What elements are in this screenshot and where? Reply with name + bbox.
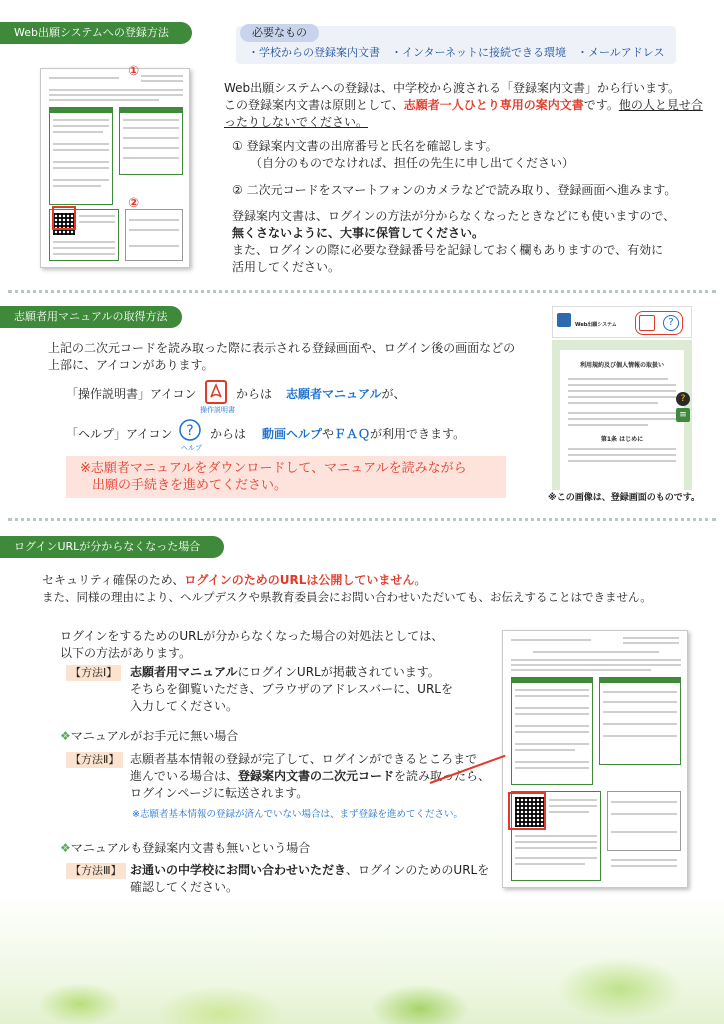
security-note (42, 572, 712, 606)
case-3-heading (60, 840, 310, 857)
callout-2: ② (128, 196, 140, 211)
section-tab-label: Web出願システムへの登録方法 (14, 26, 169, 39)
storage-note-line3: また、ログインの際に必要な登録番号を記録しておく欄もありますので、有効に (232, 243, 664, 257)
required-items-list: ・学校からの登録案内文書 ・インターネットに接続できる環境 ・メールアドレス (248, 46, 665, 59)
method-2-line3: ログインページに転送されます。 (130, 786, 309, 800)
method-2-note: ※志願者基本情報の登録が済んでいない場合は、まず登録を進めてください。 (132, 809, 463, 820)
document-storage-note (232, 208, 702, 276)
pdf-icon-caption: 操作説明書 (200, 406, 235, 414)
step-1 (232, 138, 692, 172)
registration-intro-underline: 他の人と見せ合ったりしないでください。 (224, 98, 703, 129)
method-2-label: 【方法Ⅱ】 (66, 752, 123, 768)
required-items-title: 必要なもの (240, 24, 319, 42)
security-note-b: 。 (414, 573, 427, 587)
manual-intro (48, 340, 538, 374)
step-1-line1: ① 登録案内文書の出席番号と氏名を確認します。 (232, 139, 498, 153)
method-2-line2a: 進んでいる場合は、 (130, 769, 239, 783)
registration-intro-line2a: この登録案内文書は原則として、 (224, 98, 404, 112)
section-divider-1 (8, 290, 716, 293)
registration-document-image (40, 68, 190, 268)
help-row-result (262, 426, 465, 443)
registration-intro (224, 80, 704, 131)
registration-intro-line1: Web出願システムへの登録は、中学校から渡される「登録案内文書」から行います。 (224, 81, 681, 95)
section-tab-manual (0, 306, 182, 328)
applicant-manual-text: 志願者マニュアル (286, 387, 382, 401)
manual-download-note (66, 456, 506, 498)
method-2-text (130, 751, 510, 802)
leaves-footer-decoration (0, 894, 724, 1024)
step-2: ② 二次元コードをスマートフォンのカメラなどで読み取り、登録画面へ進みます。 (232, 183, 677, 197)
video-help-text: 動画ヘルプ (262, 427, 323, 441)
case-2-heading (60, 728, 238, 745)
methods-intro-line2: 以下の方法があります。 (60, 646, 192, 660)
diamond-bullet-icon: ❖ (60, 841, 71, 855)
section-tab-label: 志願者用マニュアルの取得方法 (14, 310, 168, 323)
registration-screen-body (552, 340, 692, 490)
note-line2: 出願の手続きを進めてください。 (92, 478, 288, 493)
pdf-icon (204, 380, 228, 404)
method-1-bold: 志願者用マニュアル (130, 665, 238, 679)
storage-note-bold: 無くさないように、大事に保管してください。 (232, 226, 485, 240)
manual-row1-result (286, 386, 406, 403)
case-3-text: マニュアルも登録案内文書も無いという場合 (70, 841, 311, 855)
screen-caption: ※この画像は、登録画面のものです。 (548, 493, 701, 503)
security-note-a: セキュリティ確保のため、 (42, 573, 185, 587)
registration-screen-header (552, 306, 692, 338)
registration-intro-line2c: です。 (583, 98, 619, 112)
required-items-box (236, 26, 676, 64)
terms-panel (560, 350, 684, 490)
step-1-line2: （自分のものでなければ、担任の先生に申し出てください） (250, 156, 575, 170)
case-2-text: マニュアルがお手元に無い場合 (70, 729, 239, 743)
manual-intro-line2: 上部に、アイコンがあります。 (48, 358, 214, 372)
manual-row1-post: が、 (381, 387, 406, 401)
manual-intro-line1: 上記の二次元コードを読み取った際に表示される登録画面や、ログイン後の画面などの (48, 341, 516, 355)
method-2-line1: 志願者基本情報の登録が完了して、ログインができるところまで (130, 752, 478, 766)
method-2-line2b: を読み取ったら、 (394, 769, 491, 783)
help-icon (178, 418, 202, 442)
method-3-line2: 確認してください。 (130, 880, 239, 894)
help-row-and: や (322, 427, 335, 441)
method-3-line1: 、ログインのためのURLを (346, 863, 490, 877)
help-row-mid: からは (210, 427, 247, 441)
method-3-label: 【方法Ⅲ】 (66, 863, 126, 879)
diamond-bullet-icon: ❖ (60, 729, 71, 743)
help-icon-label: 「ヘルプ」アイコン (66, 427, 173, 441)
methods-intro (60, 628, 500, 662)
method-1-label: 【方法Ⅰ】 (66, 665, 121, 681)
faq-text: ＦＡＱ (334, 427, 371, 441)
registration-document-image-2 (502, 630, 688, 888)
screen-help-icon[interactable]: ? (663, 315, 679, 331)
floating-help-icon[interactable]: ? (676, 392, 690, 406)
methods-intro-line1: ログインをするためのURLが分からなくなった場合の対処法としては、 (60, 629, 444, 643)
callout-1: ① (128, 64, 140, 79)
method-3-bold: お通いの中学校にお問い合わせいただき (130, 863, 347, 877)
registration-intro-red: 志願者一人ひとり専用の案内文書 (403, 98, 584, 112)
qr-highlight-frame-2 (508, 792, 546, 830)
section-divider-2 (8, 518, 716, 521)
terms-chapter: 第1条 はじめに (600, 436, 644, 443)
manual-row1-mid: からは (236, 387, 273, 401)
security-note-red: ログインのためのURLは公開していません (184, 573, 415, 587)
note-line1: ※志願者マニュアルをダウンロードして、マニュアルを読みながら (80, 461, 467, 476)
method-1-line2: そちらを御覧いただき、ブラウザのアドレスバーに、URLを (130, 682, 453, 696)
method-1-line1: にログインURLが掲載されています。 (237, 665, 440, 679)
help-row-post: が利用できます。 (370, 427, 466, 441)
floating-menu-icon[interactable]: ≡ (676, 408, 690, 422)
system-name: Web出願システム (575, 322, 617, 328)
help-icon-caption: ヘルプ (181, 444, 202, 452)
method-1-line3: 入力してください。 (130, 699, 239, 713)
storage-note-line4: 活用してください。 (232, 260, 341, 274)
storage-note-line1: 登録案内文書は、ログインの方法が分からなくなったときなどにも使いますので、 (232, 209, 676, 223)
security-note-line2: また、同様の理由により、ヘルプデスクや県教育委員会にお問い合わせいただいても、お伝えすることはできません。 (42, 590, 652, 604)
manual-icon-label: 「操作説明書」アイコン (66, 387, 197, 401)
method-2-bold: 登録案内文書の二次元コード (238, 769, 395, 783)
section-tab-login-url (0, 536, 224, 558)
svg-text:?: ? (186, 423, 194, 439)
method-3-text (130, 862, 510, 896)
icons-highlight (635, 311, 683, 335)
terms-title: 利用規約及び個人情報の取扱い (579, 362, 664, 369)
section-tab-label: ログインURLが分からなくなった場合 (14, 540, 201, 553)
qr-highlight-frame (52, 206, 76, 230)
section-tab-registration (0, 22, 192, 44)
school-logo (557, 313, 571, 327)
method-1-text (130, 664, 510, 715)
